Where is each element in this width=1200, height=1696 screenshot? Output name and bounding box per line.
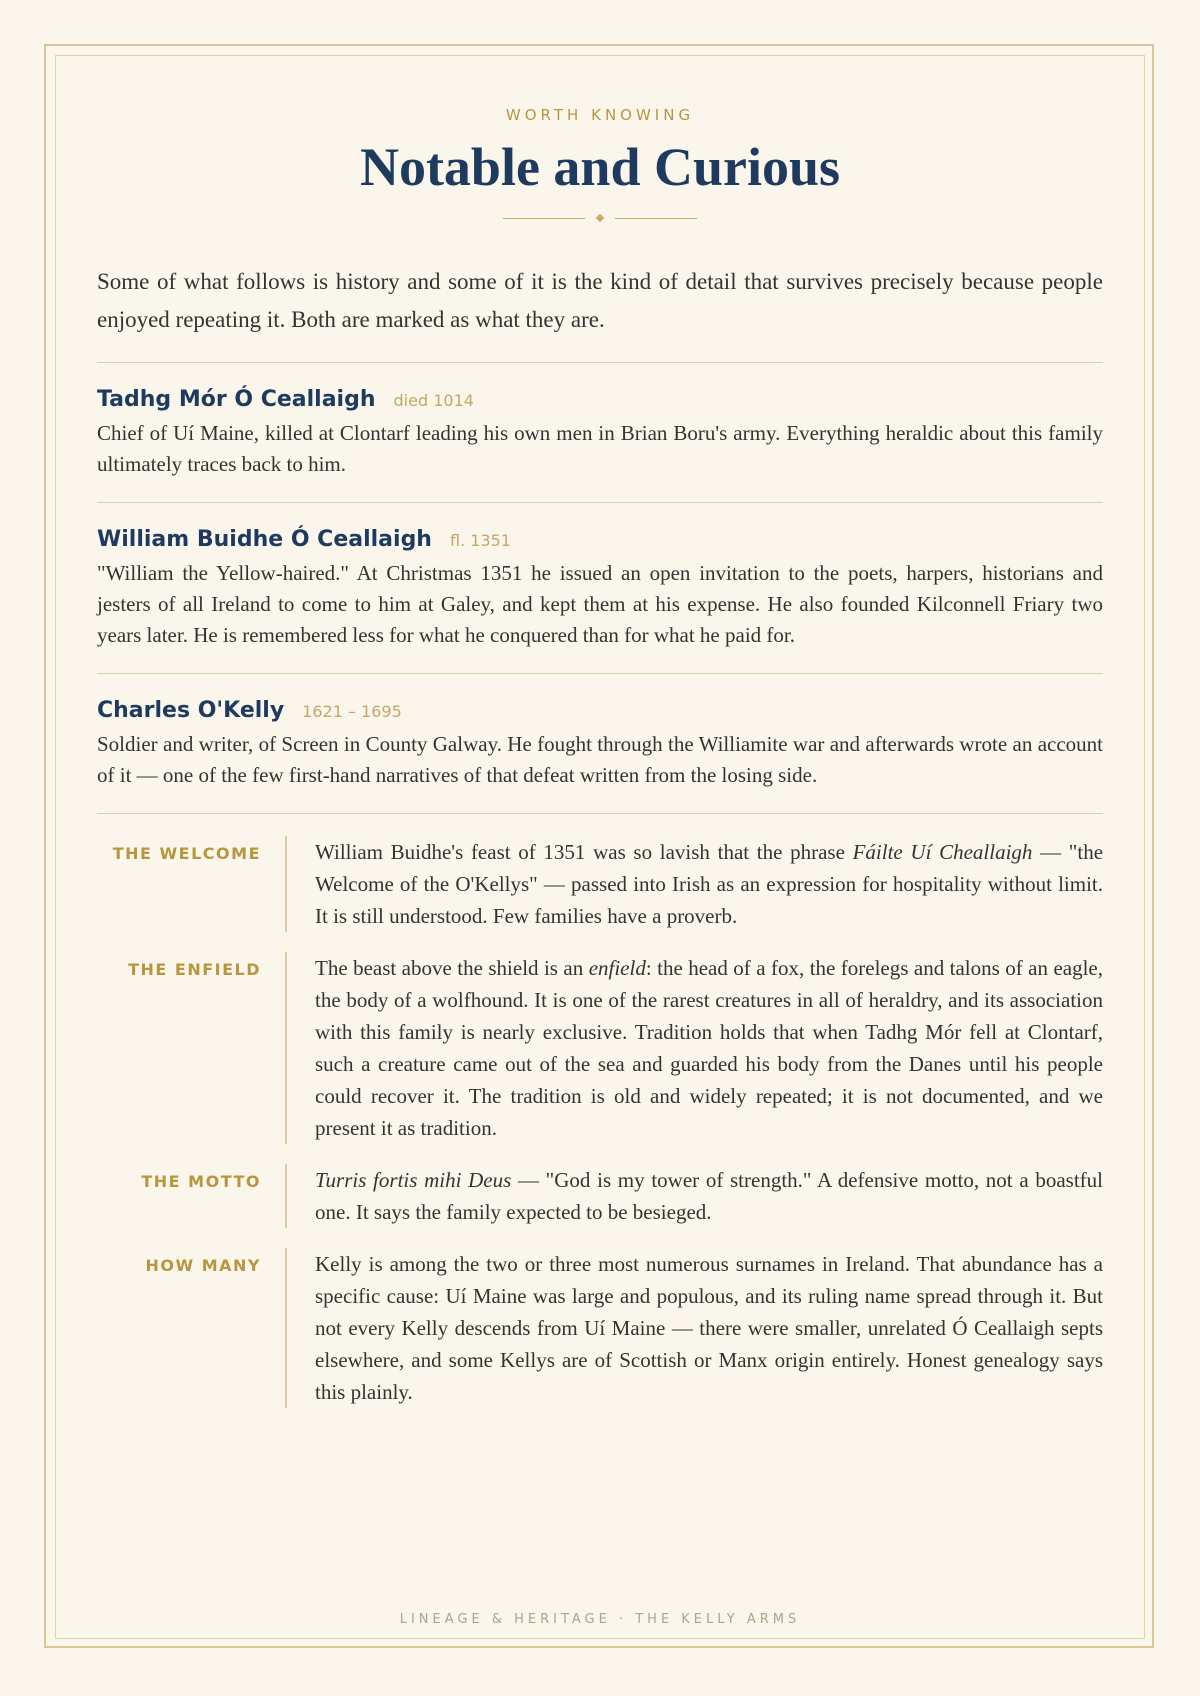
person-name: Charles O'Kelly — [97, 698, 285, 724]
title-ornament — [97, 211, 1103, 225]
note-body — [285, 952, 1103, 1144]
note-label: THE ENFIELD — [128, 960, 261, 980]
intro-paragraph: Some of what follows is history and some of it is the kind of detail that survives precisely because people enjoyed repeating it. Both are marked as what they are. — [97, 269, 1103, 333]
note-label: THE MOTTO — [141, 1172, 261, 1192]
note-body — [285, 1164, 1103, 1228]
note-text: — "God is my tower of strength." A defensive motto, not a boastful one. It says the family expected to be besieged. — [315, 1168, 1103, 1225]
note-body — [285, 1248, 1103, 1408]
ornament-line-left — [503, 218, 585, 219]
note-text: — "the Welcome of the O'Kellys" — passed into Irish as an expression for hospitality without limit. It is still understood. Few families have a proverb. — [315, 840, 1104, 929]
note-text: William Buidhe's feast of 1351 was so lavish that the phrase — [315, 840, 853, 865]
person-description: Soldier and writer, of Screen in County Galway. He fought through the Williamite war and afterwards wrote an account of it — one of the few first-hand narratives of that defeat written from the losing side. — [97, 732, 1103, 788]
ornament-diamond-icon — [596, 214, 604, 222]
note-item — [97, 1248, 1103, 1408]
note-text: : the head of a fox, the forelegs and talons of an eagle, the body of a wolfhound. It is one of the rarest creatures in all of heraldry, and its association with this family is nearly exclusive. Tradition holds that when Tadhg Mór fell at Clontarf, such a creature came out of the sea and guarded his body from the Danes until his people could recover it. The tradition is old and widely repeated; it is not documented, and we present it as tradition. — [315, 956, 1103, 1141]
note-italic-term: enfield — [588, 956, 646, 981]
note-item — [97, 1164, 1103, 1228]
page-footer: LINEAGE & HERITAGE · THE KELLY ARMS — [399, 1612, 801, 1627]
note-text: Kelly is among the two or three most numerous surnames in Ireland. That abundance has a specific cause: Uí Maine was large and populous, and its ruling name spread through it. But not every Kelly descends from Uí Maine — there were smaller, unrelated Ó Ceallaigh septs elsewhere, and some Kellys are of Scottish or Manx origin entirely. Honest genealogy says this plainly. — [315, 1252, 1103, 1405]
note-item — [97, 836, 1103, 932]
person-date: died 1014 — [393, 391, 474, 411]
note-label: THE WELCOME — [112, 844, 261, 864]
note-italic-term: Turris fortis mihi Deus — [315, 1168, 512, 1193]
person-header — [97, 698, 1103, 723]
person-entry — [97, 363, 1103, 503]
person-date: fl. 1351 — [449, 531, 511, 551]
person-header — [97, 387, 1103, 412]
note-body — [285, 836, 1103, 932]
person-description: "William the Yellow-haired." At Christmas 1351 he issued an open invitation to the poets, harpers, historians and jesters of all Ireland to come to him at Galey, and kept them at his expense. He also founded Kilconnell Friary two years later. He is remembered less for what he conquered than for what he paid for. — [97, 561, 1103, 648]
person-description: Chief of Uí Maine, killed at Clontarf leading his own men in Brian Boru's army. Everything heraldic about this family ultimately traces back to him. — [97, 421, 1103, 477]
section-kicker: WORTH KNOWING — [505, 106, 695, 124]
person-name: William Buidhe Ó Ceallaigh — [97, 527, 432, 553]
person-header — [97, 527, 1103, 552]
person-entry — [97, 503, 1103, 674]
notes-list — [97, 836, 1103, 1408]
content — [97, 100, 1103, 1428]
person-date: 1621 – 1695 — [302, 702, 402, 722]
note-italic-term: Fáilte Uí Cheallaigh — [852, 840, 1033, 865]
note-item — [97, 952, 1103, 1144]
person-entry — [97, 674, 1103, 814]
note-text: The beast above the shield is an — [315, 956, 589, 981]
page-title: Notable and Curious — [359, 137, 841, 197]
ornament-line-right — [615, 218, 697, 219]
note-label: HOW MANY — [145, 1256, 261, 1276]
person-name: Tadhg Mór Ó Ceallaigh — [97, 387, 376, 413]
